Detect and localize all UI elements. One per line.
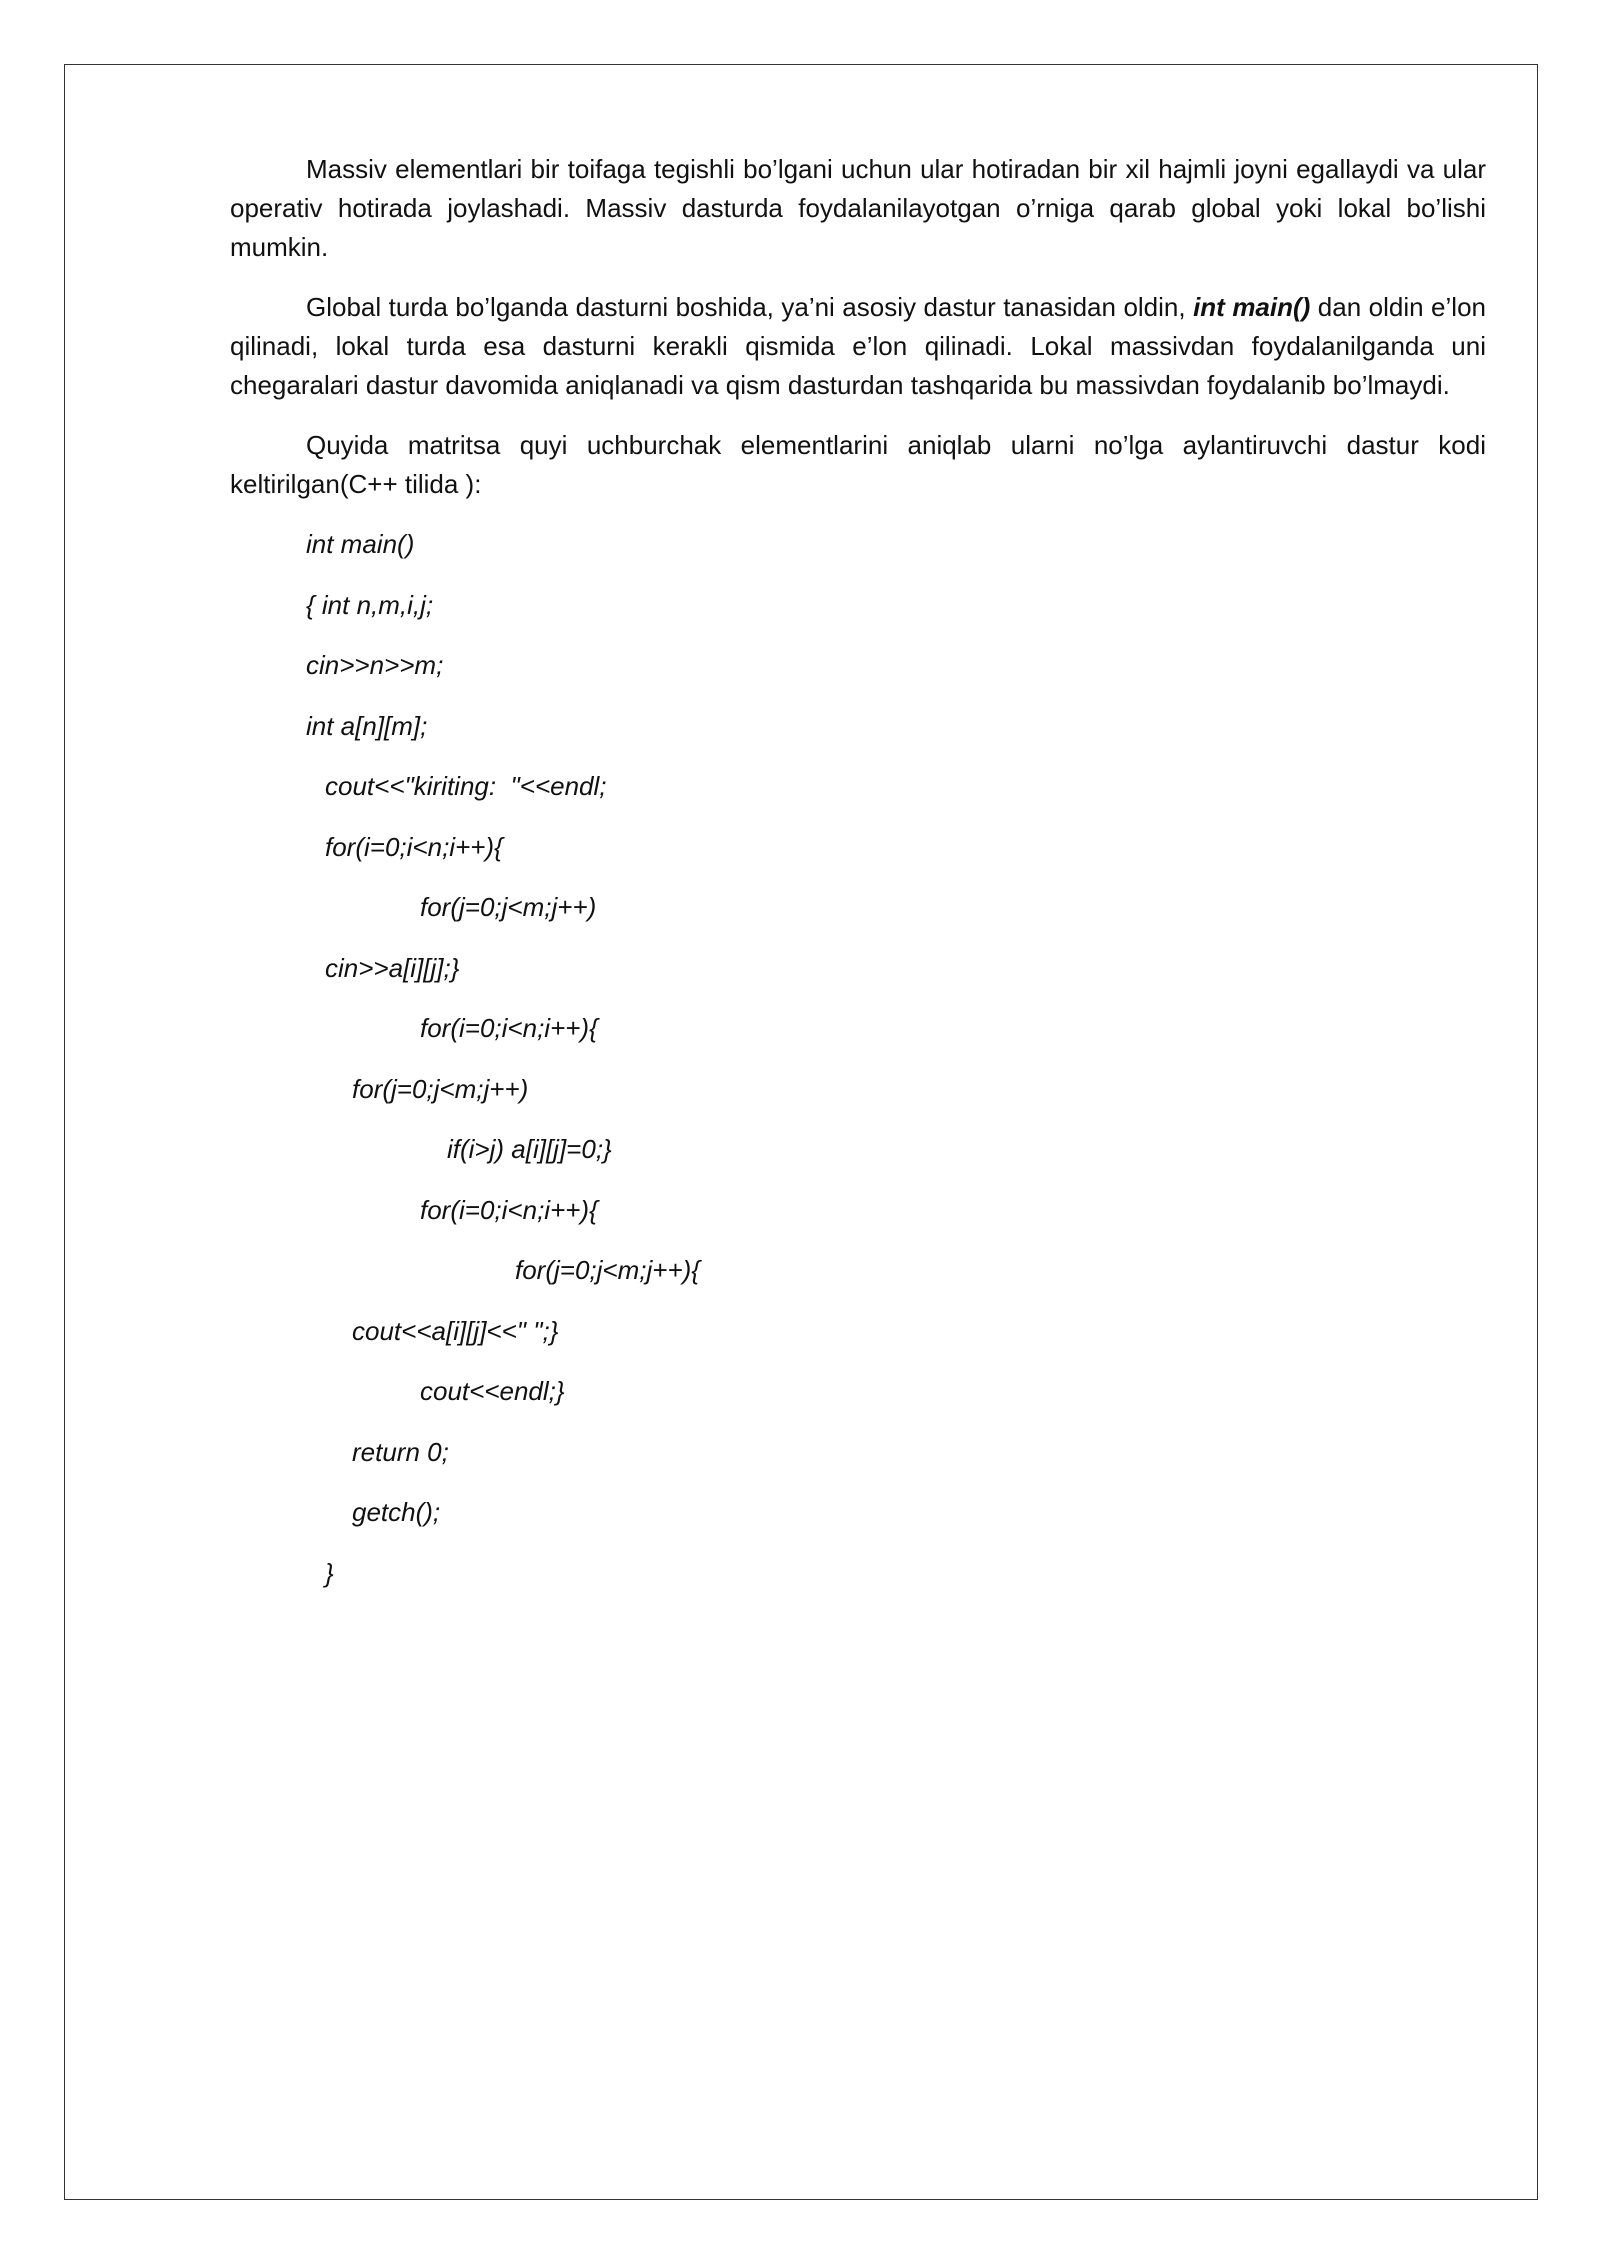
paragraph-3: Quyida matritsa quyi uchburchak elementlarini aniqlab ularni no’lga aylantiruvchi dastur kodi keltirilgan(C++ tilida ):	[230, 430, 1486, 499]
code-line: if(i>j) a[i][j]=0;}	[447, 1134, 612, 1164]
paragraph-2-text-before: Global turda bo’lganda dasturni boshida, ya’ni asosiy dastur tanasidan oldin,	[306, 292, 1194, 322]
code-line: return 0;	[352, 1436, 449, 1467]
code-line: for(i=0;i<n;i++){	[325, 831, 503, 862]
inline-code-emphasis: int main()	[1193, 292, 1311, 322]
code-line: for(j=0;j<m;j++){	[515, 1255, 700, 1285]
paragraph-2-text-after: dan oldin e’lon qilinadi, lokal turda esa dasturni kerakli qismida e’lon qilinadi. Lokal massivdan foydalanilganda uni chegaralari dastur davomida aniqlanadi va qism dasturdan tashqarida bu massivdan foydalanib bo’lmaydi.	[230, 292, 1486, 400]
code-line: for(i=0;i<n;i++){	[420, 1194, 598, 1225]
code-line: for(i=0;i<n;i++){	[420, 1013, 598, 1043]
code-line: int main()	[306, 529, 415, 559]
code-line: for(j=0;j<m;j++)	[420, 892, 597, 922]
code-line: cin>>a[i][j];}	[325, 952, 460, 983]
code-line: for(j=0;j<m;j++)	[352, 1073, 529, 1104]
paragraph-1: Massiv elementlari bir toifaga tegishli bo’lgani uchun ular hotiradan bir xil hajmli joyni egallaydi va ular operativ hotirada joylashadi. Massiv dasturda foydalanilayotgan o’rniga qarab global yoki lokal bo’lishi mumkin.	[230, 154, 1486, 262]
code-line: { int n,m,i,j;	[306, 589, 434, 620]
document-body	[230, 150, 1486, 1614]
code-line: getch();	[352, 1497, 441, 1527]
code-line: cout<<"kiriting: "<<endl;	[325, 771, 607, 801]
code-line: }	[325, 1557, 334, 1588]
code-listing	[230, 525, 1486, 1593]
code-line: cout<<endl;}	[420, 1376, 565, 1406]
code-line: cout<<a[i][j]<<" ";}	[352, 1315, 559, 1346]
code-line: int a[n][m];	[306, 710, 428, 741]
code-line: cin>>n>>m;	[306, 650, 444, 680]
paragraph-2	[230, 288, 1486, 405]
